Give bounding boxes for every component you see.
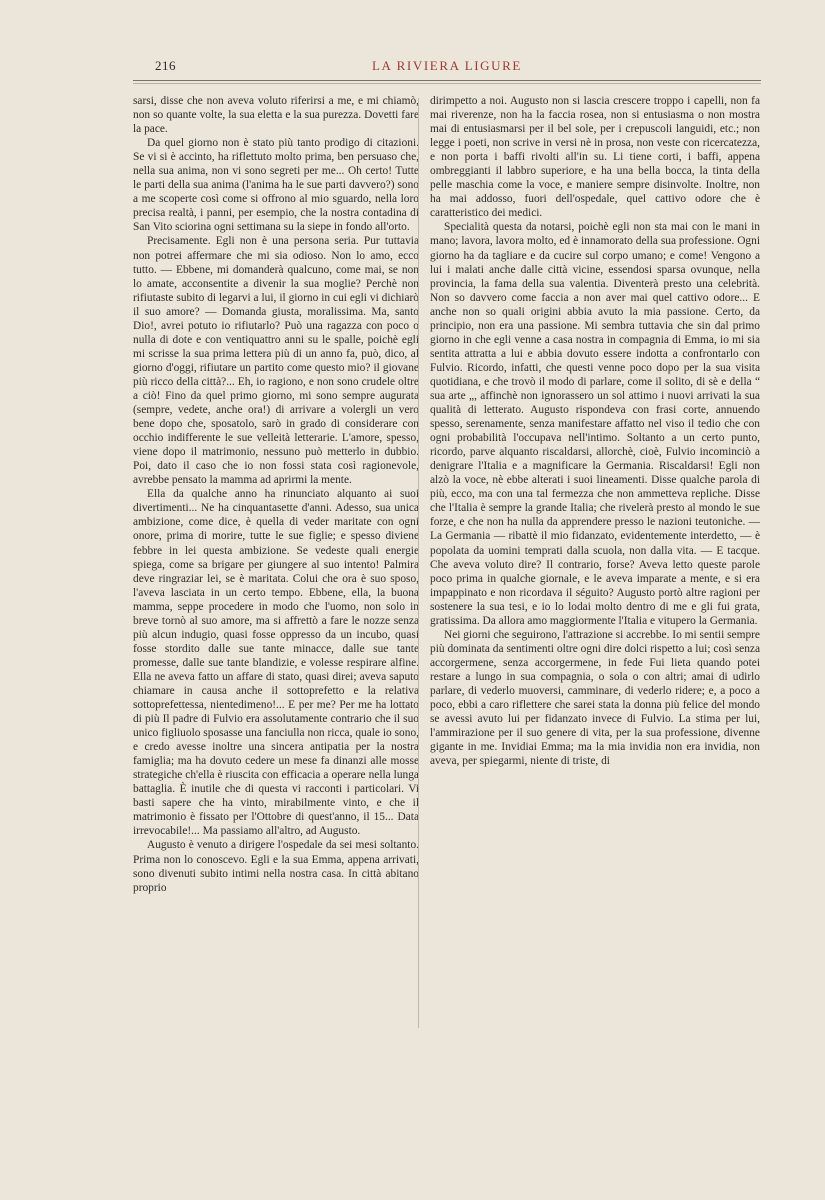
paragraph: Specialità questa da notarsi, poichè egli non sta mai con le mani in mano; lavora, lavora molto, ed è innamorato della sua professione. Ogni giorno ha da tagliare e da cucire sul corpo umano; e come! Vengono a lui i malati anche dalle città vicine, essendosi sparsa ovunque, nella provincia, la fama della sua valentia. Diventerà presto una celebrità. Non so davvero come faccia a non aver mai quel cattivo odore... E anche non so quali origini abbia avuto la mia passione. Certo, da principio, non era una passione. Mi sembra tuttavia che sin dal primo giorno in che egli venne a casa nostra in compagnia di Emma, io mi sia sentita attratta a lui e abbia dovuto essere indotta a confrontarlo con Fulvio. Ricordo, infatti, che questi venne poco dopo per la sua visita quotidiana, e che trovò il modo di parlare, come il solito, di sè e della “ sua arte „, affinchè non ignorassero un sol attimo i nuovi arrivati la sua qualità di letterato. Augusto rispondeva con frasi corte, annuendo spesso, serenamente, senza manifestare affatto nel viso il tedio che con ogni probabilità l'occupava nell'intimo. Soltanto a un certo punto, ricordo, parve alquanto riscaldarsi, allorchè, cioè, Fulvio incominciò a denigrare l'Italia e a magnificare la Germania. Riscaldarsi! Egli non alzò la voce, nè ebbe alterati i suoi lineamenti. Disse qualche parola di più, ecco, ma con una tal fermezza che non ammetteva repliche. Disse che l'Italia è sempre la grande Italia; che rivelerà presto al mondo le sue forze, e che non ha nulla da apprendere presso le nazioni teutoniche. — La Germania — ribattè il mio fidanzato, evidentemente interdetto, — è popolata da uomini temprati dalla scuola, non dalla vita. — E tacque. Che aveva voluto dire? Il contrario, forse? Aveva letto queste parole poco prima in qualche giornale, e le aveva imparate a mente, e si era impappinato e non ricordava il séguito? Augusto portò altre ragioni per sostenere la sua tesi, e io lo lodai molto dentro di me e gli fui grata, gratissima. Da allora amo maggiormente l'Italia e vitupero la Germania. (430, 221, 760, 627)
paragraph: Ella da qualche anno ha rinunciato alquanto ai suoi divertimenti... Ne ha cinquantasette d'anni. Adesso, sua unica ambizione, come dice, è quella di veder maritate con ogni onore, prima di morire, tutte le sue figlie; e spesso diviene febbre in lei questa ambizione. Se vedeste quali energie spiega, come sa brigare per giungere al suo intento! Palmira deve ringraziar lei, se è maritata. Colui che ora è suo sposo, l'aveva lasciata in un certo tempo. Ebbene, ella, la buona mamma, seppe procedere in modo che l'uomo, non solo in breve tornò al suo amore, ma si affrettò a fare le nozze senza più alcun indugio, quasi fosse oppresso da un incubo, quasi fosse stordito dalle sue tante minacce, dalle sue tante promesse, dalle sue tante blandizie, e volesse respirare alfine. Ella ne aveva fatto un affare di stato, quasi direi; aveva saputo chiamare in causa anche il sottoprefetto e la relativa sottoprefettessa, nientedimeno!... E per me? Per me ha lottato di più Il padre di Fulvio era assolutamente contrario che il suo unico figliuolo sposasse una fanciulla non ricca, quale io sono, e credo avesse inoltre una sincera antipatia per la nostra famiglia; ma ha dovuto cedere un mese fa dinanzi alle mosse strategiche ch'ella è riuscita con efficacia a operare nella lunga battaglia. È inutile che di questa vi racconti i particolari. Vi basti sapere che ha vinto, mirabilmente vinto, e che il matrimonio è fissato per l'Ottobre di quest'anno, il 15... Data irrevocabile!... Ma passiamo all'altro, ad Augusto. (133, 488, 419, 838)
paragraph: sarsi, disse che non aveva voluto riferirsi a me, e mi chiamò, non so quante volte, la sua eletta e la sua purezza. Dovetti fare la pace. (133, 95, 419, 136)
page-header (133, 56, 761, 78)
running-title: LA RIVIERA LIGURE (372, 58, 522, 73)
paragraph: Da quel giorno non è stato più tanto prodigo di citazioni. Se vi si è accinto, ha riflettuto molto prima, ben persuaso che, nella sua anima, non vi sono segreti per me... Oh certo! Tutte le parti della sua anima (l'anima ha le sue parti davvero?) sono a me scoperte così come si offrono al mio sguardo, nella loro precisa realtà, i panni, per esempio, che la nostra contadina di San Vito sciorina ogni settimana su la siepe in fondo all'orto. (133, 137, 419, 234)
text-column-left (133, 94, 419, 895)
text-column-right (430, 94, 760, 768)
paragraph: dirimpetto a noi. Augusto non si lascia crescere troppo i capelli, non fa mai riverenze, non ha la faccia rosea, non si entusiasma o non mostra mai di entusiasmarsi per il bel sole, per i crepuscoli languidi, etc.; non legge i poeti, non scrive in versi nè in prosa, non veste con ricercatezza, e non porta i baffi rivolti all'in su. Li tiene corti, i baffi, appena ombreggianti il labbro superiore, e ha una bella bocca, la tinta della pelle maschia come la voce, e maniere sempre disinvolte. Inoltre, non ha mai addosso, fuori dell'ospedale, quel cattivo odore che è caratteristico dei medici. (430, 95, 760, 220)
paragraph: Precisamente. Egli non è una persona seria. Pur tuttavia non potrei affermare che mi sia odioso. Non lo amo, ecco tutto. — Ebbene, mi domanderà qualcuno, come mai, se non lo amate, acconsentite a divenir la sua moglie? Perchè non rifiutaste subito di legarvi a lui, il giorno in cui egli vi dichiarò il suo amore? — Domanda giusta, moralissima. Ma, santo Dio!, avrei potuto io rifiutarlo? Può una ragazza con poco o nulla di dote e con ventiquattro anni su le spalle, poichè egli mi scrisse la sua prima lettera più di un anno fa, può, dico, al giorno d'oggi, rifiutare un partito come questo mio? il giovane più ricco della città?... Eh, io ragiono, e non sono crudele oltre a ciò! Fino da quel primo giorno, mi sono sempre augurata (sempre, vedete, anche ora!) di arrivare a volergli un vero bene dopo che, sposatolo, sarò in grado di considerare con occhio indifferente le sue velleità letterarie. L'amore, spesso, viene dopo il matrimonio, nessuno può metterlo in dubbio. Poi, dato il caso che io non fossi stata così ragionevole, avrebbe pensato la mamma ad aprirmi la mente. (133, 235, 419, 487)
header-rule (133, 80, 761, 81)
page-number: 216 (155, 58, 176, 73)
header-rule-secondary (133, 83, 761, 84)
paragraph: Nei giorni che seguirono, l'attrazione si accrebbe. Io mi sentii sempre più dominata da sentimenti oltre ogni dire dolci rispetto a lui; così senza accorgermene, senza accorgermene, in fede Fui lieta quando potei restare a lungo in sua compagnia, o sola o con altri; amai di udirlo parlare, di vederlo muoversi, camminare, di vederlo ridere; e, a poco a poco, ebbi a caro riflettere che sarei stata la donna più felice del mondo se avessi avuto lui per fidanzato invece di Fulvio. La stima per lui, l'ammirazione per il suo genere di vita, per la sua professione, divenne gigante in me. Invidiai Emma; ma la mia invidia non era invidia, non aveva, per spiegarmi, niente di triste, di (430, 628, 760, 768)
paragraph: Augusto è venuto a dirigere l'ospedale da sei mesi soltanto. Prima non lo conoscevo. Egli e la sua Emma, appena arrivati, sono divenuti subito intimi nella nostra casa. In città abitano proprio (133, 839, 419, 894)
column-divider (418, 98, 419, 1028)
